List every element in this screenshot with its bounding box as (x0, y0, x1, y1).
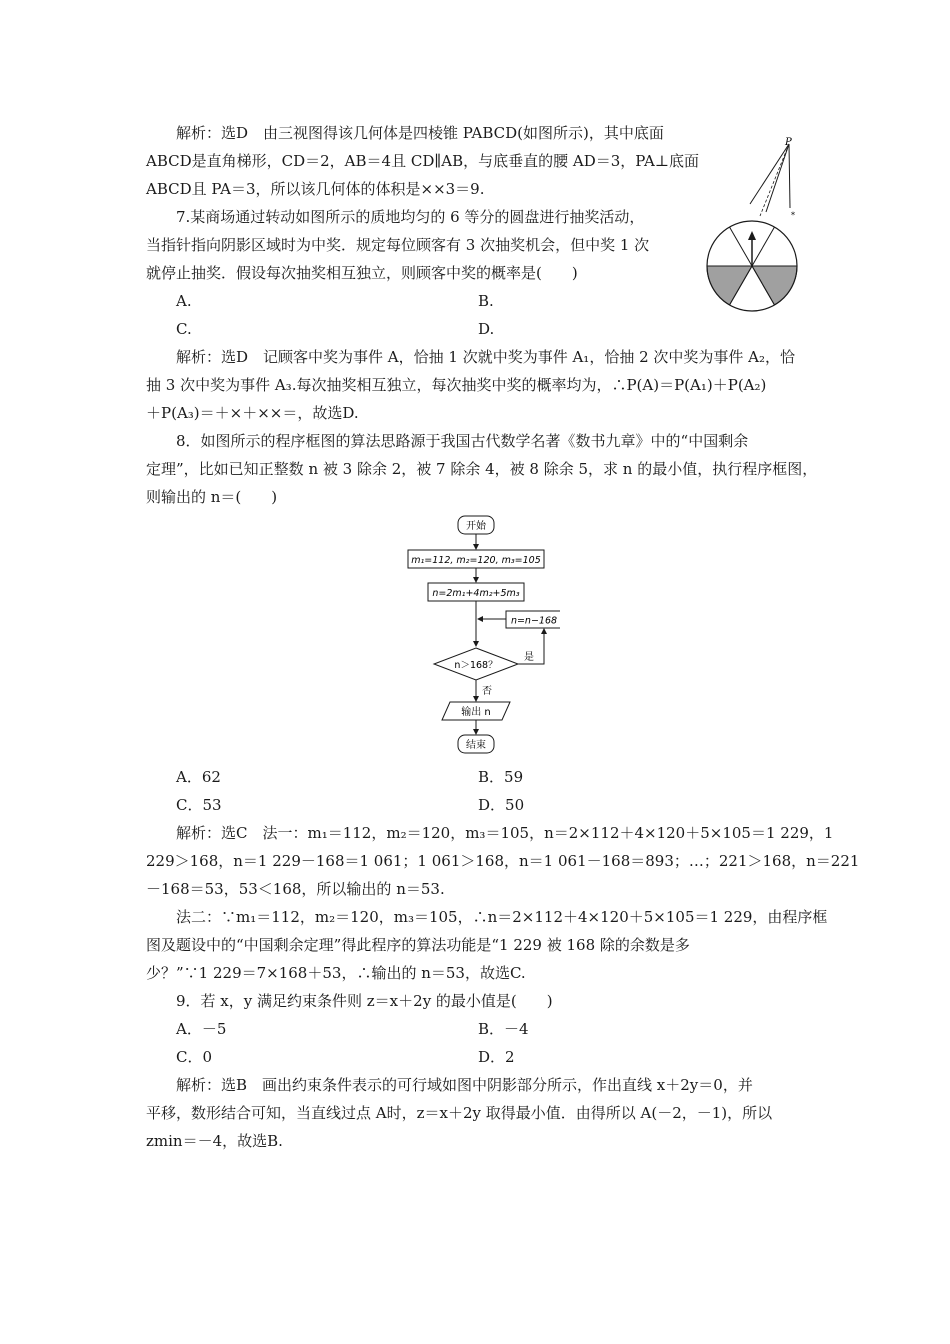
shaded-sector (707, 266, 752, 305)
text-line: ＋P(A₃)＝＋×＋××＝，故选D. (146, 404, 359, 422)
yes-label: 是 (524, 652, 534, 663)
solution-7-text: 解析：选D 记顾客中奖为事件 A，恰抽 1 次就中奖为事件 A₁，恰抽 2 次中奖为事件 A₂，恰 (176, 348, 796, 366)
question-9-text: 9．若 x，y 满足约束条件则 z＝x＋2y 的最小值是( ) (176, 992, 553, 1010)
text-line: 法二：∵m₁＝112，m₂＝120，m₃＝105，∴n＝2×112＋4×120＋5×105＝1 229，由程序框 (176, 908, 828, 926)
solution-9-text: 解析：选B 画出约束条件表示的可行域如图中阴影部分所示，作出直线 x＋2y＝0，并 (176, 1076, 753, 1094)
option-a: A．－5 (176, 1020, 227, 1038)
output-label: 输出 n (461, 707, 491, 718)
text-line: －168＝53，53＜168，所以输出的 n＝53. (146, 880, 445, 898)
end-label: 结束 (466, 740, 486, 751)
option-d: D．2 (478, 1048, 515, 1066)
option-d: D．50 (478, 796, 525, 814)
question-7-text: 7.某商场通过转动如图所示的质地均匀的 6 等分的圆盘进行抽奖活动， (176, 208, 645, 226)
option-c: C．53 (176, 796, 222, 814)
condition-label: n＞168？ (454, 660, 498, 671)
pyramid-edge (766, 144, 789, 212)
text-line: 则输出的 n＝( ) (146, 488, 278, 506)
text-line: zmin＝－4，故选B. (146, 1132, 283, 1150)
text-line: ABCD且 PA＝3，所以该几何体的体积是××3＝9. (146, 180, 485, 198)
text-line: 定理”，比如已知正整数 n 被 3 除余 2，被 7 除余 4，被 8 除余 5，求 n 的最小值，执行程序框图， (146, 460, 818, 478)
text-line: 当指针指向阴影区域时为中奖．规定每位顾客有 3 次抽奖机会，但中奖 1 次 (146, 236, 650, 254)
text-line: 就停止抽奖．假设每次抽奖相互独立，则顾客中奖的概率是( ) (146, 264, 578, 282)
question-8-text: 8．如图所示的程序框图的算法思路源于我国古代数学名著《数书九章》中的“中国剩余 (176, 432, 749, 450)
point-label-p: P (785, 137, 792, 148)
text-line: ABCD是直角梯形，CD＝2，AB＝4且 CD∥AB，与底垂直的腰 AD＝3，PA⊥底面 (146, 152, 699, 170)
pyramid-edge (750, 144, 789, 204)
compute-label: n=2m₁+4m₂+5m₃ (432, 588, 520, 599)
pointer-arrow-icon (748, 231, 756, 240)
init-label: m₁=112, m₂=120, m₃=105 (411, 555, 541, 566)
pyramid-mark: * (791, 211, 795, 220)
text-line: 229＞168，n＝1 229－168＝1 061；1 061＞168，n＝1 061－168＝893；…；221＞168，n＝221 (146, 852, 860, 870)
text-line: 图及题设中的“中国剩余定理”得此程序的算法功能是“1 229 被 168 除的余数是多 (146, 936, 690, 954)
update-label: n=n−168 (510, 615, 558, 627)
option-a: A. (176, 292, 192, 310)
spinner-wheel-figure (704, 218, 800, 314)
text-line: 平移，数形结合可知，当直线过点 A时，z＝x＋2y 取得最小值．由得所以 A(－2，－1)，所以 (146, 1104, 773, 1122)
shaded-sector (752, 266, 797, 305)
option-d: D. (478, 320, 495, 338)
pyramid-hidden-edge (760, 144, 789, 216)
option-a: A．62 (176, 768, 221, 786)
option-b: B．59 (478, 768, 524, 786)
option-c: C. (176, 320, 192, 338)
pyramid-figure (738, 132, 808, 222)
text-line: 少？”∵1 229＝7×168＋53，∴输出的 n＝53，故选C. (146, 964, 526, 982)
option-b: B. (478, 292, 494, 310)
text-line: 解析：选D 由三视图得该几何体是四棱锥 PABCD(如图所示)，其中底面 (176, 124, 664, 142)
option-c: C．0 (176, 1048, 213, 1066)
text-line: 抽 3 次中奖为事件 A₃.每次抽奖相互独立，每次抽奖中奖的概率均为，∴P(A)＝P(A₁)＋P(A₂) (146, 376, 767, 394)
pyramid-edge (789, 144, 790, 208)
option-b: B．－4 (478, 1020, 529, 1038)
start-label: 开始 (466, 521, 486, 532)
flowchart-figure (400, 510, 560, 762)
no-label: 否 (482, 686, 492, 697)
solution-8-text: 解析：选C 法一：m₁＝112，m₂＝120，m₃＝105，n＝2×112＋4×120＋5×105＝1 229，1 (176, 824, 834, 842)
